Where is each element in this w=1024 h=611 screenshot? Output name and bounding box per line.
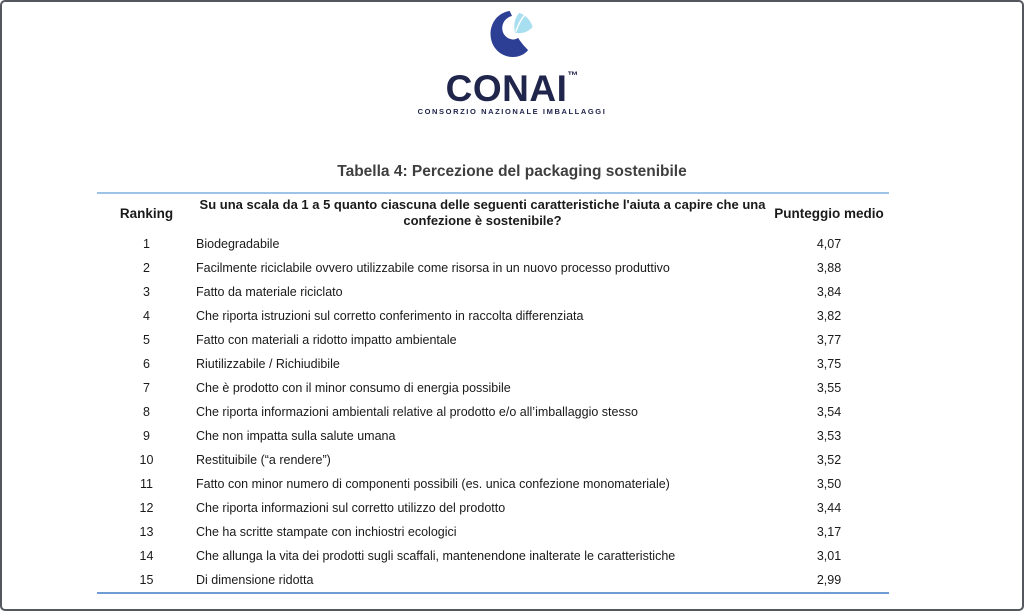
row-label: Riutilizzabile / Richiudibile (196, 357, 340, 371)
row-rank: 3 (143, 285, 150, 299)
table-row (97, 232, 889, 256)
row-score: 3,17 (816, 525, 842, 539)
row-label: Che è prodotto con il minor consumo di energia possibile (196, 381, 511, 395)
row-score: 3,50 (816, 477, 842, 491)
trademark-symbol: ™ (567, 70, 579, 82)
row-score: 4,07 (816, 237, 842, 251)
conai-logo-mark-icon (489, 8, 535, 60)
row-label: Di dimensione ridotta (196, 573, 314, 587)
row-score: 3,53 (816, 429, 842, 443)
row-label: Che riporta informazioni sul corretto utilizzo del prodotto (196, 501, 506, 515)
row-rank: 12 (139, 501, 154, 515)
table-row (97, 256, 889, 280)
table-row (97, 280, 889, 304)
row-score: 3,44 (816, 501, 842, 515)
row-rank: 15 (139, 573, 154, 587)
row-rank: 14 (139, 549, 154, 563)
row-rank: 6 (143, 357, 150, 371)
table-row (97, 472, 889, 496)
row-rank: 2 (143, 261, 150, 275)
brand-name: CONAI™ (445, 68, 579, 109)
table-row (97, 448, 889, 472)
conai-logo (0, 8, 1024, 116)
row-score: 3,75 (816, 357, 842, 371)
brand-tagline: CONSORZIO NAZIONALE IMBALLAGGI (417, 107, 607, 116)
row-score: 3,82 (816, 309, 842, 323)
row-label: Che non impatta sulla salute umana (196, 429, 396, 443)
table-row (97, 544, 889, 568)
row-label: Che riporta istruzioni sul corretto conferimento in raccolta differenziata (196, 309, 584, 323)
table-row (97, 424, 889, 448)
row-label: Che allunga la vita dei prodotti sugli scaffali, mantenendone inalterate le caratteristiche (196, 549, 676, 563)
table-bottom-rule (97, 592, 889, 594)
row-rank: 9 (143, 429, 150, 443)
row-label: Facilmente riciclabile ovvero utilizzabile come risorsa in un nuovo processo produttivo (196, 261, 670, 275)
row-rank: 10 (139, 453, 154, 467)
row-label: Restituibile (“a rendere”) (196, 453, 331, 467)
row-score: 3,52 (816, 453, 842, 467)
row-label: Che riporta informazioni ambientali relative al prodotto e/o all’imballaggio stesso (196, 405, 638, 419)
row-label: Che ha scritte stampate con inchiostri ecologici (196, 525, 457, 539)
row-label: Fatto con minor numero di componenti possibili (es. unica confezione monomateriale) (196, 477, 670, 491)
row-score: 3,01 (816, 549, 842, 563)
table-row (97, 328, 889, 352)
column-header-question: Su una scala da 1 a 5 quanto ciascuna delle seguenti caratteristiche l'aiuta a capire che una confezione è sostenibile? (199, 197, 766, 228)
table-row (97, 496, 889, 520)
row-score: 2,99 (816, 573, 842, 587)
table-body (97, 232, 889, 592)
table-row (97, 400, 889, 424)
table-row (97, 352, 889, 376)
table-row (97, 304, 889, 328)
row-rank: 13 (139, 525, 154, 539)
row-label: Biodegradabile (196, 237, 280, 251)
column-header-score: Punteggio medio (774, 205, 884, 221)
row-score: 3,54 (816, 405, 842, 419)
row-rank: 11 (140, 477, 153, 491)
row-rank: 4 (143, 309, 150, 323)
table-row (97, 520, 889, 544)
row-score: 3,55 (816, 381, 842, 395)
row-rank: 7 (143, 381, 150, 395)
table-title: Tabella 4: Percezione del packaging sostenibile (337, 163, 687, 180)
table-header-row (97, 194, 889, 232)
row-rank: 8 (143, 405, 150, 419)
column-header-ranking: Ranking (119, 205, 174, 221)
perception-table (97, 192, 889, 594)
row-rank: 1 (143, 237, 150, 251)
row-score: 3,84 (816, 285, 842, 299)
table-row (97, 568, 889, 592)
row-rank: 5 (143, 333, 150, 347)
row-score: 3,88 (816, 261, 842, 275)
row-label: Fatto da materiale riciclato (196, 285, 343, 299)
row-score: 3,77 (816, 333, 842, 347)
table-row (97, 376, 889, 400)
row-label: Fatto con materiali a ridotto impatto ambientale (196, 333, 457, 347)
